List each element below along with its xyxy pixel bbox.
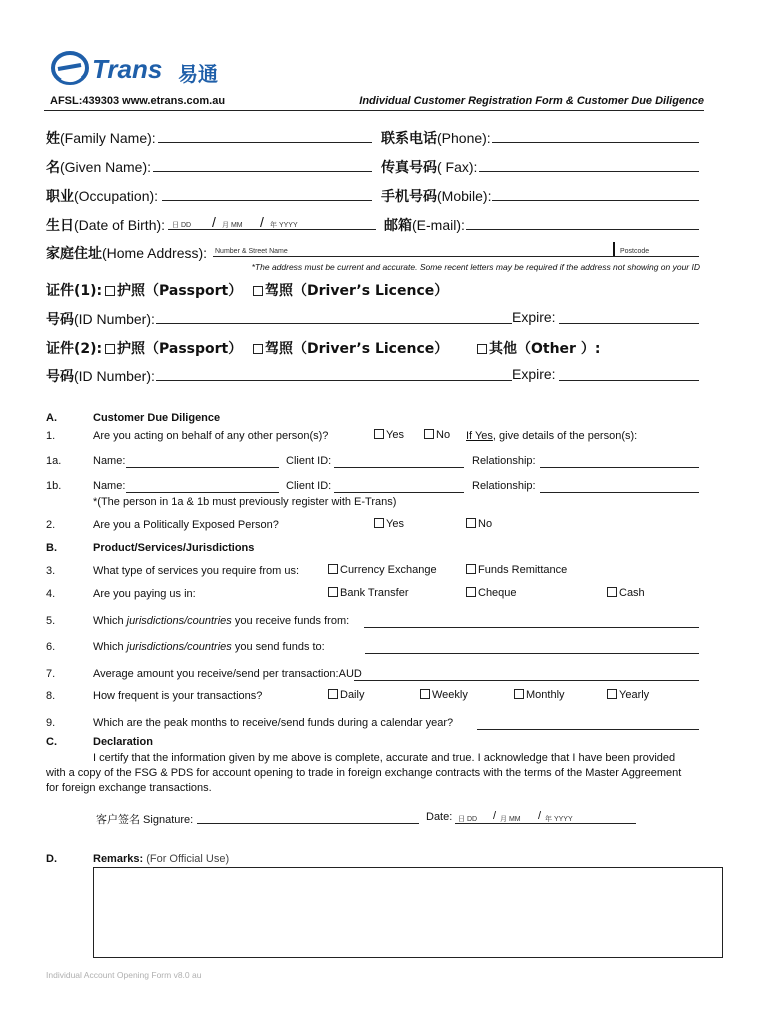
section-b-letter: B. [46, 542, 57, 554]
q1-no-option[interactable]: No [424, 429, 450, 441]
header-divider [44, 110, 704, 111]
header-afsl: AFSL:439303 www.etrans.com.au [50, 95, 226, 107]
q2-yes-checkbox[interactable] [374, 518, 384, 528]
id1-number-field[interactable] [156, 323, 512, 324]
home-address-field[interactable] [213, 256, 699, 257]
q4-cheque-checkbox[interactable] [466, 587, 476, 597]
dob-slash-2: / [260, 214, 264, 230]
fax-field[interactable] [479, 171, 699, 172]
q8-yearly-option[interactable]: Yearly [607, 689, 649, 701]
q5-text: Which jurisdictions/countries you receive funds from: [93, 615, 350, 627]
q1b-client-id-field[interactable] [334, 492, 464, 493]
brand-name-cn: 易通 [178, 62, 218, 86]
id2-licence-checkbox[interactable] [253, 344, 263, 354]
fax-label: 传真号码( Fax): [381, 159, 478, 176]
dob-yyyy-hint: 年 YYYY [270, 222, 298, 229]
header-form-title: Individual Customer Registration Form & Customer Due Diligence [359, 95, 704, 107]
dob-mm-hint: 月 MM [222, 222, 243, 229]
q1-yes-option[interactable]: Yes [374, 429, 404, 441]
q1b-name-field[interactable] [126, 492, 279, 493]
etrans-logo-icon [50, 50, 90, 86]
q2-no-option[interactable]: No [466, 518, 492, 530]
date-slash-1: / [493, 810, 497, 822]
q1a-relationship-label: Relationship: [472, 455, 536, 467]
q1-if-yes-text: If Yes, give details of the person(s): [466, 430, 638, 442]
q1a-relationship-field[interactable] [540, 467, 699, 468]
family-name-field[interactable] [158, 142, 372, 143]
q4-cheque-option[interactable]: Cheque [466, 587, 517, 599]
phone-field[interactable] [492, 142, 699, 143]
id2-number-field[interactable] [156, 380, 512, 381]
postcode-hint: Postcode [620, 248, 650, 255]
given-name-label: 名(Given Name): [46, 159, 152, 176]
q1-text: Are you acting on behalf of any other person(s)? [93, 430, 329, 442]
q8-weekly-checkbox[interactable] [420, 689, 430, 699]
q5-field[interactable] [364, 627, 699, 628]
mobile-label: 手机号码(Mobile): [381, 188, 492, 205]
q3-funds-remittance-checkbox[interactable] [466, 564, 476, 574]
q8-monthly-option[interactable]: Monthly [514, 689, 565, 701]
q8-weekly-option[interactable]: Weekly [420, 689, 468, 701]
q5-number: 5. [46, 615, 56, 627]
q6-field[interactable] [365, 653, 699, 654]
q9-text: Which are the peak months to receive/send funds during a calendar year? [93, 717, 454, 729]
q8-daily-checkbox[interactable] [328, 689, 338, 699]
q8-yearly-checkbox[interactable] [607, 689, 617, 699]
q7-number: 7. [46, 668, 56, 680]
phone-label: 联系电话(Phone): [381, 130, 491, 147]
q9-number: 9. [46, 717, 56, 729]
declaration-line-1: I certify that the information given by me above is complete, accurate and true. I acknowledge that I have been provided [93, 752, 676, 764]
q1a-name-label: Name: [93, 455, 126, 467]
q3-text: What type of services you require from us: [93, 565, 300, 577]
address-note: *The address must be current and accurate. Some recent letters may be required if the address not showing on your ID [251, 262, 700, 272]
id2-number-label: 号码(ID Number): [46, 368, 155, 385]
dob-label: 生日(Date of Birth): [46, 217, 166, 234]
email-label: 邮箱(E-mail): [384, 217, 465, 234]
q4-text: Are you paying us in: [93, 588, 196, 600]
q3-number: 3. [46, 565, 56, 577]
q1b-name-label: Name: [93, 480, 126, 492]
id2-label: 证件(2): [46, 341, 103, 357]
logo [50, 50, 240, 86]
date-mm-hint: 月 MM [500, 816, 521, 823]
date-dd-hint: 日 DD [458, 816, 478, 823]
q1a-number: 1a. [46, 455, 62, 467]
section-d-letter: D. [46, 853, 57, 865]
id1-number-label: 号码(ID Number): [46, 311, 155, 328]
date-slash-2: / [538, 810, 542, 822]
id1-passport-option[interactable]: 护照（Passport） [105, 280, 242, 300]
q4-number: 4. [46, 588, 56, 600]
section-c-title: Declaration [93, 736, 153, 748]
q7-field[interactable] [354, 680, 699, 681]
q2-text: Are you a Politically Exposed Person? [93, 519, 279, 531]
q3-funds-remittance-option[interactable]: Funds Remittance [466, 564, 567, 576]
q2-no-checkbox[interactable] [466, 518, 476, 528]
q1-number: 1. [46, 430, 56, 442]
section-a-title: Customer Due Diligence [93, 412, 221, 424]
q4-bank-transfer-option[interactable]: Bank Transfer [328, 587, 408, 599]
remarks-box[interactable] [93, 867, 723, 958]
id1-passport-checkbox[interactable] [105, 286, 115, 296]
q7-text: Average amount you receive/send per transaction:AUD [93, 668, 362, 680]
q3-currency-exchange-checkbox[interactable] [328, 564, 338, 574]
id2-expire-field[interactable] [559, 380, 699, 381]
section-b-title: Product/Services/Jurisdictions [93, 542, 255, 554]
q1a-name-field[interactable] [126, 467, 279, 468]
id1-expire-field[interactable] [559, 323, 699, 324]
id1-expire-label: Expire: [512, 309, 556, 325]
q1b-number: 1b. [46, 480, 62, 492]
id2-other-option[interactable]: 其他（Other ）: [477, 338, 600, 358]
declaration-line-2: with a copy of the FSG & PDS for account opening to trade in foreign exchange contracts with the terms of the Master Aggreement [46, 767, 682, 779]
q1b-relationship-label: Relationship: [472, 480, 536, 492]
q9-field[interactable] [477, 729, 699, 730]
q8-number: 8. [46, 690, 56, 702]
dob-dd-hint: 日 DD [172, 222, 192, 229]
section-a-letter: A. [46, 412, 57, 424]
email-field[interactable] [466, 229, 699, 230]
street-hint: Number & Street Name [215, 248, 288, 255]
id2-licence-option[interactable]: 驾照（Driver’s Licence） [253, 338, 448, 358]
date-yyyy-hint: 年 YYYY [545, 816, 573, 823]
home-address-label: 家庭住址(Home Address): [46, 245, 208, 262]
q2-number: 2. [46, 519, 56, 531]
mobile-field[interactable] [492, 200, 699, 201]
postcode-divider [613, 242, 615, 256]
q4-cash-option[interactable]: Cash [607, 587, 645, 599]
signature-field[interactable] [197, 823, 419, 824]
id1-licence-checkbox[interactable] [253, 286, 263, 296]
q1a-client-id-field[interactable] [334, 467, 464, 468]
date-label: Date: [426, 811, 453, 823]
q1-register-note: *(The person in 1a & 1b must previously register with E-Trans) [93, 496, 397, 508]
id2-other-checkbox[interactable] [477, 344, 487, 354]
q8-daily-option[interactable]: Daily [328, 689, 364, 701]
q2-yes-option[interactable]: Yes [374, 518, 404, 530]
occupation-field[interactable] [162, 200, 372, 201]
q1-no-checkbox[interactable] [424, 429, 434, 439]
id2-passport-option[interactable]: 护照（Passport） [105, 338, 242, 358]
q1-yes-checkbox[interactable] [374, 429, 384, 439]
q8-text: How frequent is your transactions? [93, 690, 263, 702]
q4-bank-transfer-checkbox[interactable] [328, 587, 338, 597]
footer-version: Individual Account Opening Form v8.0 au [46, 970, 202, 980]
id1-licence-option[interactable]: 驾照（Driver’s Licence） [253, 280, 448, 300]
q8-monthly-checkbox[interactable] [514, 689, 524, 699]
id1-label: 证件(1): [46, 283, 103, 299]
q6-text: Which jurisdictions/countries you send funds to: [93, 641, 325, 653]
q6-number: 6. [46, 641, 56, 653]
id2-passport-checkbox[interactable] [105, 344, 115, 354]
section-c-letter: C. [46, 736, 57, 748]
q1b-relationship-field[interactable] [540, 492, 699, 493]
q3-currency-exchange-option[interactable]: Currency Exchange [328, 564, 437, 576]
id2-expire-label: Expire: [512, 366, 556, 382]
declaration-line-3: for foreign exchange transactions. [46, 782, 212, 794]
q4-cash-checkbox[interactable] [607, 587, 617, 597]
q1b-client-id-label: Client ID: [286, 480, 332, 492]
given-name-field[interactable] [153, 171, 372, 172]
occupation-label: 职业(Occupation): [46, 188, 159, 205]
family-name-label: 姓(Family Name): [46, 130, 156, 147]
signature-label: 客户签名 Signature: [96, 814, 194, 826]
dob-slash-1: / [212, 214, 216, 230]
q1a-client-id-label: Client ID: [286, 455, 332, 467]
section-d-title: Remarks: (For Official Use) [93, 853, 230, 865]
brand-name: Trans [92, 54, 163, 84]
